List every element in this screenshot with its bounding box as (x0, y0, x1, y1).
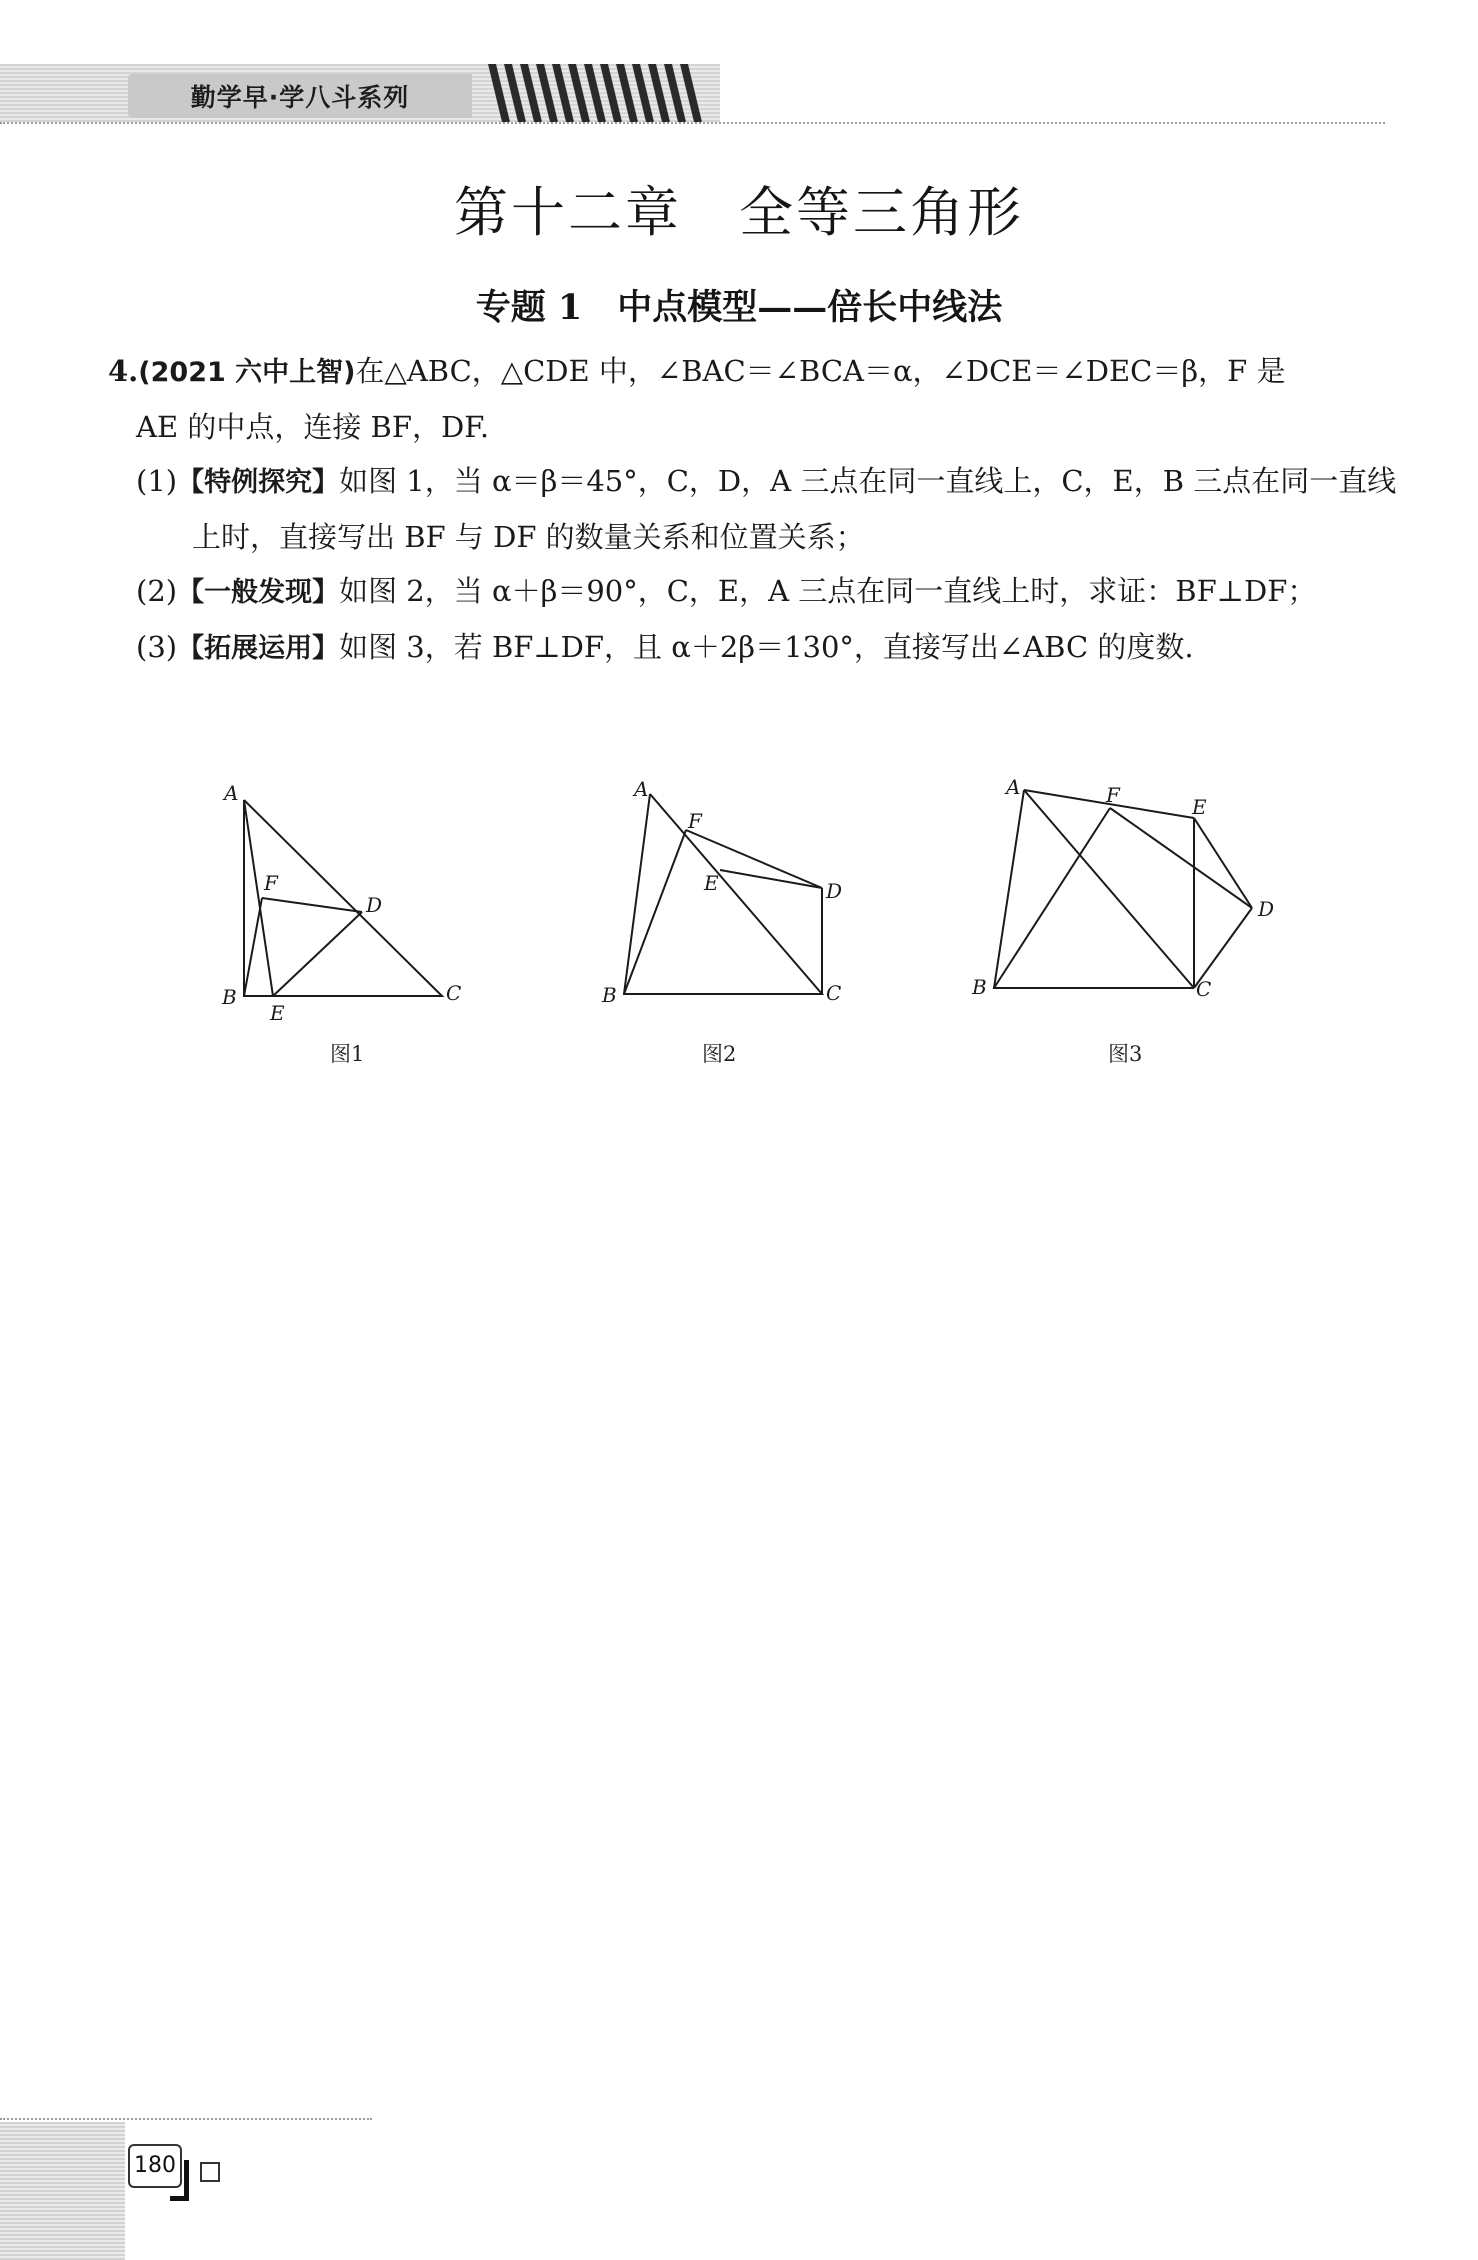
part-3-line (108, 620, 1388, 676)
figure-2-label-c: C (826, 981, 842, 1005)
part-2-line (108, 564, 1388, 620)
figure-3-segment (994, 808, 1110, 988)
part-text: 上时，直接写出 BF 与 DF 的数量关系和位置关系； (192, 520, 865, 554)
problem-source: (2021 六中上智) (138, 357, 356, 388)
figure-3-label-d: D (1258, 897, 1275, 921)
part-1-line (108, 454, 1397, 510)
part-tag: 【特例探究】 (177, 467, 340, 498)
figure-2 (624, 794, 822, 994)
part-text: 如图 1，当 α＝β＝45°，C，D，A 三点在同一直线上，C，E，B 三点在同一直线 (339, 464, 1397, 498)
page-number: 180 (128, 2144, 182, 2188)
figure-3-caption: 图3 (1108, 1042, 1143, 1066)
figure-3-label-a: A (1006, 775, 1021, 799)
figure-2-label-f: F (688, 809, 702, 833)
figure-2-caption: 图2 (702, 1042, 737, 1066)
footer-rule (0, 2118, 372, 2120)
figure-2-label-d: D (826, 879, 843, 903)
figure-3-segment (1110, 808, 1252, 908)
part-text: 如图 2，当 α＋β＝90°，C，E，A 三点在同一直线上时，求证：BF⊥DF； (339, 574, 1317, 608)
figure-1-label-e: E (270, 1001, 285, 1025)
chapter-title: 第十二章 全等三角形 (454, 181, 1024, 244)
series-title: 勤学早·学八斗系列 (190, 83, 410, 112)
problem-number: 4. (108, 354, 139, 388)
figure-1-label-b: B (222, 985, 237, 1009)
problem-stem-text: AE 的中点，连接 BF，DF. (136, 410, 490, 444)
part-prefix: (1) (136, 464, 178, 498)
figure-1-label-d: D (366, 893, 383, 917)
figure-1-triangle-abc (244, 800, 442, 996)
part-text: 如图 3，若 BF⊥DF，且 α＋2β＝130°，直接写出∠ABC 的度数. (339, 630, 1194, 664)
figure-1 (244, 800, 442, 996)
header-stripes-decoration (488, 64, 720, 122)
problem-stem-line (108, 400, 1388, 454)
figure-3-segment (1024, 790, 1194, 988)
geometry-figures (0, 770, 1478, 1070)
figure-1-segment (244, 898, 262, 996)
figure-3-segment (1194, 818, 1252, 908)
figure-2-label-e: E (704, 871, 719, 895)
figure-2-triangle-abc (624, 794, 822, 994)
figure-3-label-e: E (1192, 795, 1207, 819)
figure-3-segment (1194, 908, 1252, 988)
footer-band (0, 2122, 125, 2260)
part-tag: 【拓展运用】 (177, 633, 340, 664)
part-prefix: (2) (136, 574, 178, 608)
figure-3-quadrilateral (994, 790, 1194, 988)
problem-stem-line (108, 344, 1388, 400)
figure-3-label-f: F (1106, 783, 1120, 807)
problem-block (108, 344, 1397, 676)
figure-1-label-a: A (224, 781, 239, 805)
figure-2-label-b: B (602, 983, 617, 1007)
figure-1-segment (273, 912, 362, 996)
figure-1-label-f: F (264, 871, 278, 895)
figure-3-label-c: C (1196, 977, 1212, 1001)
figure-3 (994, 790, 1252, 988)
figure-1-segment (262, 898, 362, 912)
part-prefix: (3) (136, 630, 178, 664)
page-corner-decoration (170, 2160, 189, 2201)
problem-stem-text: 在△ABC，△CDE 中，∠BAC＝∠BCA＝α，∠DCE＝∠DEC＝β，F 是 (355, 354, 1286, 388)
part-tag: 【一般发现】 (177, 577, 340, 608)
figure-2-segment (720, 870, 822, 888)
header-rule (0, 122, 1385, 124)
figure-1-label-c: C (446, 981, 462, 1005)
part-1-line (108, 510, 1388, 564)
figure-3-label-b: B (972, 975, 987, 999)
square-decoration (200, 2162, 220, 2182)
figure-2-label-a: A (634, 777, 649, 801)
figure-1-caption: 图1 (330, 1042, 365, 1066)
figure-2-segment (624, 830, 686, 994)
topic-title: 专题 1 中点模型——倍长中线法 (475, 287, 1003, 328)
